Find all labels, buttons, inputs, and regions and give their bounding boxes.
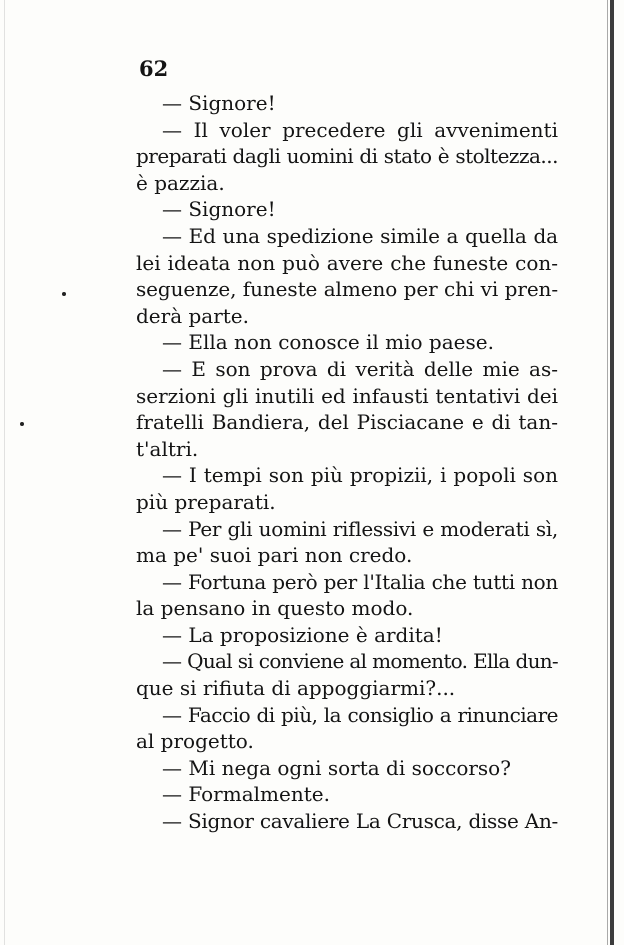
text-line: più preparati. [136,489,276,514]
text-line: t'altri. [136,436,199,461]
text-line: — Signore! [162,91,276,115]
text-line: que si rifiuta di appoggiarmi?... [136,676,456,701]
text-line: serzioni gli inutili ed infausti tentativi dei [136,383,558,408]
text-line: — Ella non conosce il mio paese. [162,330,494,355]
text-line: fratelli Bandiera, del Pisciacane e di tan- [136,410,558,435]
text-line: — Qual si conviene al momento. Ella dun- [162,649,558,674]
print-speck [62,292,66,296]
text-line: — Il voler precedere gli avvenimenti [162,117,558,142]
text-line: — Ed una spedizione simile a quella da [162,223,558,248]
text-line: — Signore! [162,197,276,222]
text-line: la pensano in questo modo. [136,596,414,621]
text-line: preparati dagli uomini di stato è stoltezza... [136,144,558,169]
page-number: 62 [139,56,169,81]
text-line: — E son prova di verità delle mie as- [162,356,558,381]
body-text [136,90,558,835]
text-line: ma pe' suoi pari non credo. [136,543,413,568]
text-line: è pazzia. [136,170,225,195]
text-line: — Per gli uomini riflessivi e moderati sì, [162,516,558,541]
text-line: derà parte. [136,303,249,328]
text-line: al progetto. [136,729,254,754]
text-line: — La proposizione è ardita! [162,622,443,647]
print-speck [20,422,24,426]
text-line: — Faccio di più, la consiglio a rinunciare [162,702,558,727]
page-gutter-line [607,0,608,945]
text-line: seguenze, funeste almeno per chi vi pren- [136,277,558,302]
page-left-edge [4,0,5,945]
text-line: lei ideata non può avere che funeste con- [136,250,558,275]
text-line: — Signor cavaliere La Crusca, disse An- [162,809,558,834]
text-line: — I tempi son più propizii, i popoli son [162,463,558,488]
text-line: — Mi nega ogni sorta di soccorso? [162,755,511,780]
text-line: — Formalmente. [162,782,330,807]
page-right-edge [610,0,614,945]
text-line: — Fortuna però per l'Italia che tutti non [162,569,558,594]
